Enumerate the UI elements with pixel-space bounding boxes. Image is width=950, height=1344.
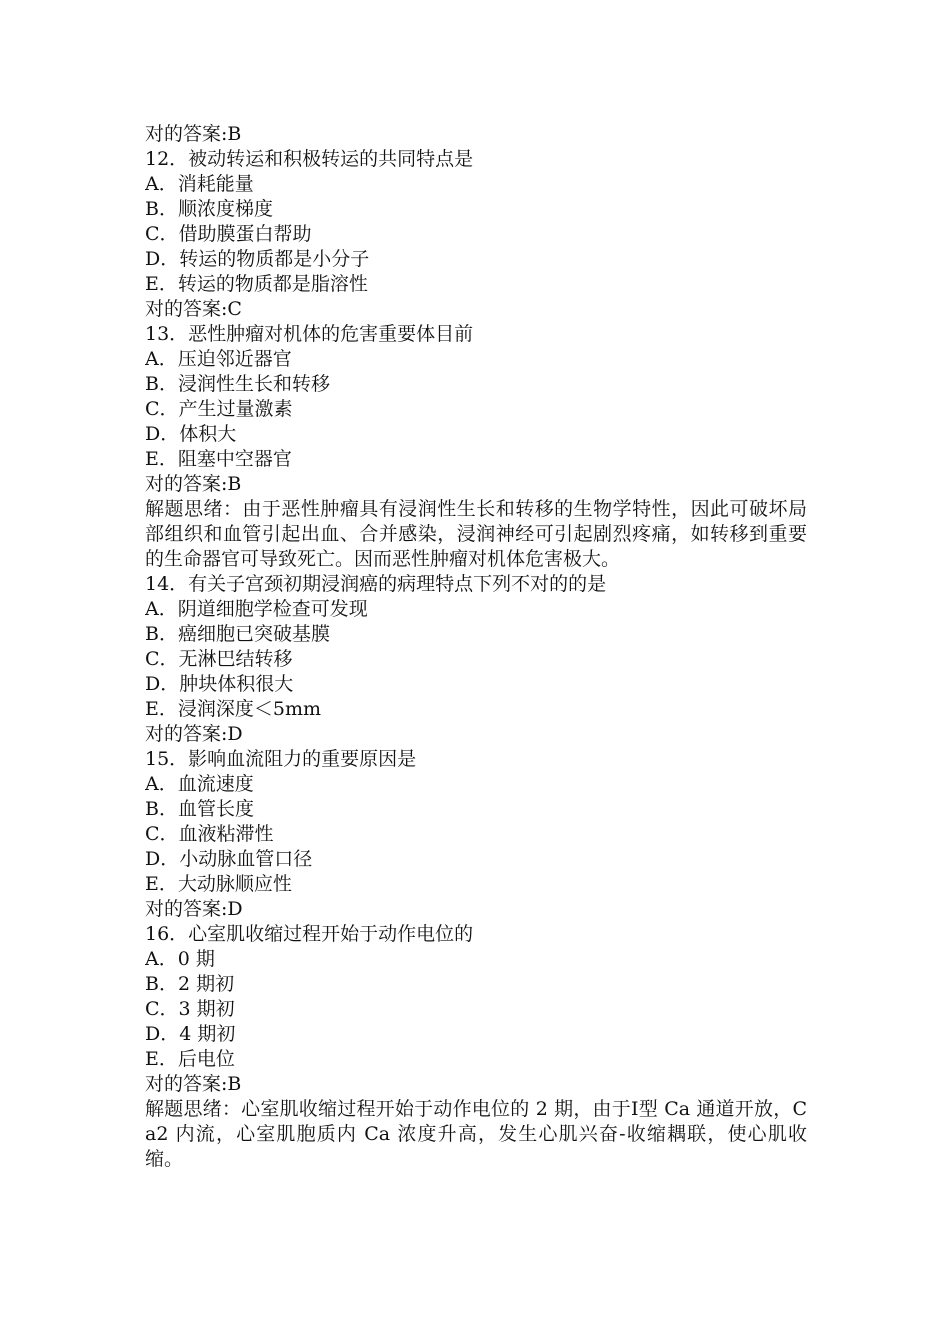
option-a: A．阴道细胞学检查可发现 [145, 598, 368, 620]
option-e: E．后电位 [145, 1048, 235, 1070]
option-b: B．血管长度 [145, 798, 254, 820]
answer-line: 对的答案:B [145, 473, 242, 495]
explanation-paragraph: 解题思绪：由于恶性肿瘤具有浸润性生长和转移的生物学特性，因此可破坏局部组织和血管引起出血、合并感染，浸润神经可引起剧烈疼痛，如转移到重要的生命器官可导致死亡。因而恶性肿瘤对机体危害极大。 [145, 498, 807, 570]
question-stem: 13．恶性肿瘤对机体的危害重要体目前 [145, 323, 474, 345]
option-b: B．2 期初 [145, 973, 235, 995]
answer-line: 对的答案:C [145, 298, 242, 320]
answer-line: 对的答案:B [145, 1073, 242, 1095]
question-12 [145, 147, 807, 322]
option-e: E．转运的物质都是脂溶性 [145, 273, 368, 295]
option-c: C．3 期初 [145, 998, 235, 1020]
document-page [145, 122, 807, 1172]
answer-line: 对的答案:B [145, 123, 242, 145]
question-stem: 14．有关子宫颈初期浸润癌的病理特点下列不对的的是 [145, 573, 607, 595]
option-e: E．浸润深度＜5mm [145, 698, 321, 720]
option-b: B．浸润性生长和转移 [145, 373, 330, 395]
option-c: C．无淋巴结转移 [145, 648, 293, 670]
option-a: A．0 期 [145, 948, 215, 970]
question-stem: 12．被动转运和积极转运的共同特点是 [145, 148, 474, 170]
option-d: D．转运的物质都是小分子 [145, 248, 370, 270]
option-e: E．大动脉顺应性 [145, 873, 292, 895]
option-d: D．小动脉血管口径 [145, 848, 313, 870]
question-13 [145, 322, 807, 572]
option-c: C．借助膜蛋白帮助 [145, 223, 312, 245]
question-16 [145, 922, 807, 1172]
option-b: B．顺浓度梯度 [145, 198, 273, 220]
question-15 [145, 747, 807, 922]
option-a: A．血流速度 [145, 773, 254, 795]
option-d: D．体积大 [145, 423, 237, 445]
option-b: B．癌细胞已突破基膜 [145, 623, 330, 645]
option-c: C．产生过量激素 [145, 398, 293, 420]
option-a: A．压迫邻近器官 [145, 348, 292, 370]
option-e: E．阻塞中空器官 [145, 448, 292, 470]
option-a: A．消耗能量 [145, 173, 254, 195]
answer-line: 对的答案:D [145, 723, 243, 745]
option-d: D．肿块体积很大 [145, 673, 294, 695]
option-c: C．血液粘滞性 [145, 823, 274, 845]
question-14 [145, 572, 807, 747]
question-stem: 16．心室肌收缩过程开始于动作电位的 [145, 923, 474, 945]
option-d: D．4 期初 [145, 1023, 236, 1045]
question-stem: 15．影响血流阻力的重要原因是 [145, 748, 417, 770]
answer-line: 对的答案:D [145, 898, 243, 920]
explanation-paragraph: 解题思绪：心室肌收缩过程开始于动作电位的 2 期，由于Ⅰ型 Ca 通道开放，Ca2 内流，心室肌胞质内 Ca 浓度升高，发生心肌兴奋-收缩耦联，使心肌收缩。 [145, 1098, 807, 1170]
